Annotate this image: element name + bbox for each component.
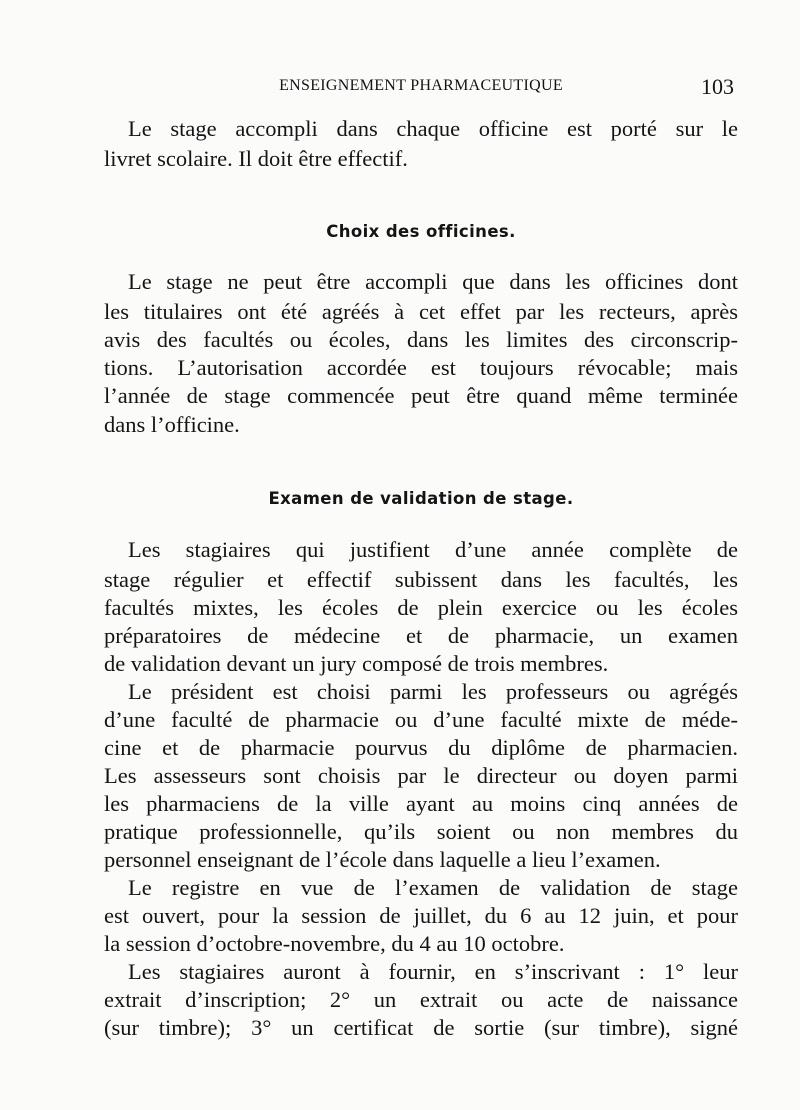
text-line: est ouvert, pour la session de juillet, du 6 au 12 juin, et pour xyxy=(104,903,738,928)
text-line: Le stage ne peut être accompli que dans les officines dont xyxy=(128,269,738,294)
page-number: 103 xyxy=(701,74,734,99)
text-line: préparatoires de médecine et de pharmacie, un examen xyxy=(104,623,738,648)
text-line: extrait d’inscription; 2° un extrait ou acte de naissance xyxy=(104,987,738,1012)
text-line: l’année de stage commencée peut être quand même terminée xyxy=(104,383,738,408)
running-title: ENSEIGNEMENT PHARMACEUTIQUE xyxy=(279,77,563,94)
section-heading: Choix des officines. xyxy=(326,222,516,241)
text-line: Le stage accompli dans chaque officine est porté sur le xyxy=(128,116,738,141)
text-line: les titulaires ont été agréés à cet effet par les recteurs, après xyxy=(104,299,738,324)
text-line: d’une faculté de pharmacie ou d’une faculté mixte de méde- xyxy=(104,707,738,732)
text-line: tions. L’autorisation accordée est toujours révocable; mais xyxy=(104,355,738,380)
text-line: cine et de pharmacie pourvus du diplôme de pharmacien. xyxy=(104,735,738,760)
text-line: (sur timbre); 3° un certificat de sortie (sur timbre), signé xyxy=(104,1015,738,1040)
text-line: de validation devant un jury composé de trois membres. xyxy=(104,651,609,676)
text-line: la session d’octobre-novembre, du 4 au 10 octobre. xyxy=(104,931,565,956)
text-line: Les stagiaires auront à fournir, en s’inscrivant : 1° leur xyxy=(128,959,738,984)
text-line: Les stagiaires qui justifient d’une année complète de xyxy=(128,537,738,562)
text-line: facultés mixtes, les écoles de plein exercice ou les écoles xyxy=(104,595,738,620)
text-line: livret scolaire. Il doit être effectif. xyxy=(104,146,408,171)
text-line: avis des facultés ou écoles, dans les limites des circonscrip- xyxy=(104,327,738,352)
text-line: les pharmaciens de la ville ayant au moins cinq années de xyxy=(104,791,738,816)
section-heading: Examen de validation de stage. xyxy=(268,489,574,508)
text-line: Le registre en vue de l’examen de validation de stage xyxy=(128,875,738,900)
text-line: pratique professionnelle, qu’ils soient ou non membres du xyxy=(104,819,738,844)
text-line: stage régulier et effectif subissent dans les facultés, les xyxy=(104,567,738,592)
running-head xyxy=(104,74,738,100)
text-line: Les assesseurs sont choisis par le directeur ou doyen parmi xyxy=(104,763,738,788)
text-line: dans l’officine. xyxy=(104,412,240,437)
text-line: personnel enseignant de l’école dans laquelle a lieu l’examen. xyxy=(104,847,661,872)
text-line: Le président est choisi parmi les professeurs ou agrégés xyxy=(128,679,738,704)
